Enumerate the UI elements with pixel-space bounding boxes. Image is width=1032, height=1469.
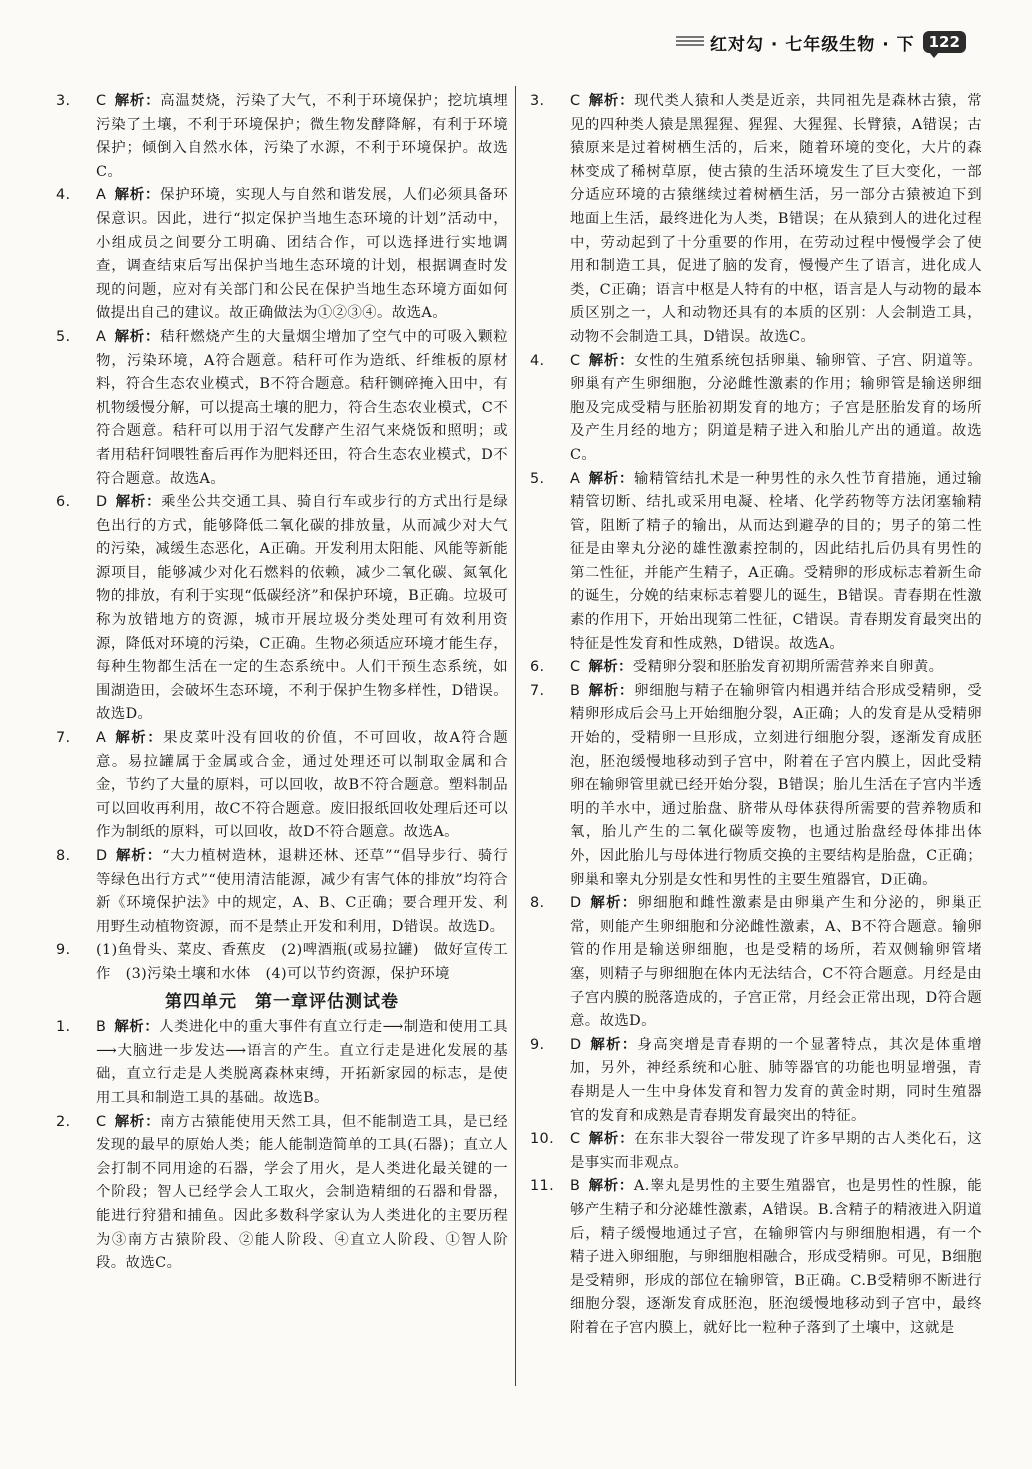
analysis-label: 解析：	[588, 1131, 635, 1148]
item-number: 7.	[56, 730, 71, 747]
analysis-label: 解析：	[588, 470, 635, 487]
item-text: A.睾丸是男性的主要生殖器官，也是男性的性腺，能够产生精子和分泌雄性激素，A错误。B.含精子的精液进入阴道后，精子缓慢地通过子宫，在输卵管内与卵细胞相遇，有一个精子进入卵细胞，与卵细胞相融合，形成受精卵。可见，B细胞是受精卵，形成的部位在输卵管，B正确。C.B受精卵不断进行细胞分裂，逐渐发育成胚泡，胚泡缓慢地移动到子宫中，最终附着在子宫内膜上，就好比一粒种子落到了土壤中，这就是	[570, 1178, 982, 1336]
answer-item	[56, 727, 508, 845]
analysis-label: 解析：	[589, 895, 638, 912]
item-body	[96, 939, 508, 986]
item-answer: C	[570, 1131, 581, 1148]
answer-item	[56, 939, 508, 986]
item-number: 6.	[56, 494, 71, 511]
item-text: 卵细胞和雌性激素是由卵巢产生和分泌的，卵巢正常，则能产生卵细胞和分泌雌性激素，A、B不符合题意。输卵管的作用是输送卵细胞，也是受精的场所，若双侧输卵管堵塞，则精子与卵细胞在体内无法结合，C不符合题意。月经是由子宫内膜的脱落造成的，子宫正常，月经会正常出现，D符合题意。故选D。	[570, 895, 982, 1030]
answer-item	[56, 326, 508, 491]
item-answer: C	[570, 659, 581, 676]
item-text: “大力植树造林，退耕还林、还草”“倡导步行、骑行等绿色出行方式”“使用清洁能源，减少有害气体的排放”均符合新《环境保护法》中的规定，A、B、C正确；要合理开发、利用野生动植物资源，而不是禁止开发和利用，D错误。故选D。	[96, 848, 508, 935]
item-answer: D	[570, 1036, 582, 1053]
analysis-label: 解析：	[115, 494, 162, 511]
header-title: 红对勾 · 七年级生物 · 下	[710, 34, 915, 55]
answer-item	[56, 845, 508, 939]
item-text: 南方古猿能使用天然工具，但不能制造工具，是已经发现的最早的原始人类；能人能制造简单的工具(石器)；直立人会打制不同用途的石器，学会了用火，是人类进化最关键的一个阶段；智人已经学会人工取火，会制造精细的石器和骨器，能进行狩猎和捕鱼。因此多数科学家认为人类进化的主要历程为③南方古猿阶段、②能人阶段、④直立人阶段、①智人阶段。故选C。	[96, 1113, 509, 1272]
item-text: 身高突增是青春期的一个显著特点，其次是体重增加，另外，神经系统和心脏、肺等器官的功能也明显增强，青春期是人一生中身体发育和智力发育的黄金时期，同时生殖器官的发育和成熟是青春期发育最突出的特征。	[570, 1036, 982, 1124]
analysis-label: 解析：	[588, 682, 635, 699]
item-number: 9.	[530, 1036, 545, 1053]
answer-item	[56, 1016, 508, 1110]
analysis-label: 解析：	[115, 848, 163, 864]
item-body	[96, 1016, 508, 1110]
item-number: 4.	[56, 187, 71, 204]
item-body	[570, 1175, 982, 1340]
item-body	[570, 350, 982, 468]
item-number: 11.	[530, 1178, 555, 1195]
answer-item	[530, 350, 982, 468]
item-text: 乘坐公共交通工具、骑自行车或步行的方式出行是绿色出行的方式，能够降低二氧化碳的排放量，从而减少对大气的污染，减缓生态恶化，A正确。开发利用太阳能、风能等新能源项目，能够减少对化石燃料的依赖，减少二氧化碳、氮氧化物的排放，有利于实现“低碳经济”和保护环境，B正确。垃圾可称为放错地方的资源，城市开展垃圾分类处理可有效利用资源，降低对环境的污染，C正确。生物必须适应环境才能生存，每种生物都生活在一定的生态系统中。人们干预生态系统，如围湖造田，会破坏生态环境，不利于保护生物多样性，D错误。故选D。	[96, 494, 509, 723]
item-answer: A	[96, 730, 107, 747]
item-body	[570, 656, 982, 680]
item-answer: C	[96, 93, 107, 109]
item-body	[570, 1128, 982, 1175]
column-divider	[515, 86, 516, 1386]
item-number: 3.	[530, 93, 545, 109]
answer-item	[530, 656, 982, 680]
item-answer: B	[570, 682, 581, 699]
item-body	[570, 90, 982, 350]
analysis-label: 解析：	[589, 1036, 638, 1053]
item-body	[96, 90, 508, 184]
item-answer: A	[96, 187, 107, 204]
header-lines-icon	[676, 36, 704, 48]
item-text: 受精卵分裂和胚胎发育初期所需营养来自卵黄。	[632, 659, 944, 676]
item-number: 8.	[530, 895, 545, 912]
item-body	[570, 468, 982, 657]
item-number: 2.	[56, 1113, 71, 1130]
section-title: 第四单元 第一章评估测试卷	[165, 991, 399, 1012]
item-number: 7.	[530, 682, 545, 699]
item-number: 9.	[56, 942, 71, 959]
answer-item	[530, 90, 982, 350]
item-answer: D	[570, 895, 582, 912]
answer-item	[56, 90, 508, 184]
answer-item	[56, 1111, 508, 1276]
item-body	[96, 184, 508, 326]
answer-item	[56, 491, 508, 727]
analysis-label: 解析：	[114, 730, 164, 747]
item-body	[96, 845, 508, 939]
item-text: 输精管结扎术是一种男性的永久性节育措施，通过输精管切断、结扎或采用电凝、栓堵、化学药物等方法闭塞输精管，阻断了精子的输出，从而达到避孕的目的；男子的第二性征是由睾丸分泌的雄性激素控制的，因此结扎后仍具有男性的第二性征，并能产生精子，A正确。受精卵的形成标志着新生命的诞生，分娩的结束标志着婴儿的诞生，B错误。青春期在性激素的作用下，开始出现第二性征，C错误。青春期发育最突出的特征是性发育和性成熟，D错误。故选A。	[570, 470, 983, 652]
analysis-label: 解析：	[588, 93, 635, 109]
item-text: 高温焚烧，污染了大气，不利于环境保护；挖坑填埋污染了土壤，不利于环境保护；微生物发酵降解，有利于环境保护；倾倒入自然水体，污染了水源，不利于环境保护。故选C。	[96, 93, 509, 180]
item-text: 人类进化中的重大事件有直立行走⟶制造和使用工具⟶大脑进一步发达⟶语言的产生。直立行走是进化发展的基础，直立行走是人类脱离森林束缚，开拓新家园的标志，是使用工具和制造工具的基础。故选B。	[96, 1019, 508, 1106]
answer-item	[530, 1128, 982, 1175]
analysis-label: 解析：	[114, 93, 161, 109]
item-number: 8.	[56, 848, 71, 864]
answer-item	[530, 892, 982, 1034]
left-column	[56, 90, 508, 1276]
analysis-label: 解析：	[114, 1019, 160, 1036]
item-text: 现代类人猿和人类是近亲，共同祖先是森林古猿，常见的四种类人猿是黑猩猩、猩猩、大猩猩、长臂猿，A错误；古猿原来是过着树栖生活的，后来，随着环境的变化，大片的森林变成了稀树草原，使古猿的生活环境发生了巨大变化，一部分适应环境的古猿继续过着树栖生活，另一部分古猿被迫下到地面上生活，最终进化为人类，B错误；在从猿到人的进化过程中，劳动起到了十分重要的作用，在劳动过程中慢慢学会了使用和制造工具，促进了脑的发育，慢慢产生了语言，进化成人类，C正确；语言中枢是人特有的中枢，语言是人与动物的最本质区别之一，人和动物还具有的本质的区别：人会制造工具，动物不会制造工具，D错误。故选C。	[570, 93, 983, 345]
analysis-label: 解析：	[114, 187, 161, 204]
answer-item	[530, 680, 982, 892]
analysis-label: 解析：	[588, 352, 635, 369]
item-answer: B	[96, 1019, 107, 1036]
item-body	[96, 1111, 508, 1276]
item-answer: D	[96, 848, 108, 864]
item-body	[96, 727, 508, 845]
item-answer: A	[96, 328, 107, 345]
item-body	[96, 326, 508, 491]
item-body	[570, 892, 982, 1034]
analysis-label: 解析：	[588, 659, 633, 676]
item-text: 卵细胞与精子在输卵管内相遇并结合形成受精卵，受精卵形成后会马上开始细胞分裂，A正确；人的发育是从受精卵开始的，受精卵一旦形成，立刻进行细胞分裂，逐渐发育成胚泡，胚泡缓慢地移动到子宫中，附着在子宫内膜上，因此受精卵在输卵管里就已经开始分裂，B错误；胎儿生活在子宫内半透明的羊水中，通过胎盘、脐带从母体获得所需要的营养物质和氧，胎儿产生的二氧化碳等废物，也通过胎盘经母体排出体外，因此胎儿与母体进行物质交换的主要结构是胎盘，C正确；卵巢和睾丸分别是女性和男性的主要生殖器官，D正确。	[570, 682, 982, 888]
analysis-label: 解析：	[114, 1113, 161, 1130]
item-number: 4.	[530, 352, 545, 369]
item-text: 果皮菜叶没有回收的价值，不可回收，故A符合题意。易拉罐属于金属或合金，通过处理还可以制取金属和合金，节约了大量的原料，可以回收，故B不符合题意。塑料制品可以回收再利用，故C不符合题意。废旧报纸回收处理后还可以作为制纸的原料，可以回收，故D不符合题意。故选A。	[96, 730, 509, 841]
page-header	[676, 26, 976, 58]
analysis-label: 解析：	[114, 328, 161, 345]
item-number: 10.	[530, 1131, 555, 1148]
item-answer: C	[570, 352, 581, 369]
item-answer: A	[570, 470, 581, 487]
item-text: 保护环境，实现人与自然和谐发展，人们必须具备环保意识。因此，进行“拟定保护当地生态环境的计划”活动中，小组成员之间要分工明确、团结合作，可以选择进行实地调查，调查结束后写出保护当地生态环境的计划，根据调查时发现的问题，应对有关部门和公民在保护当地生态环境方面如何做提出自己的建议。故正确做法为①②③④。故选A。	[96, 187, 509, 322]
item-number: 3.	[56, 93, 71, 109]
item-answer: C	[96, 1113, 107, 1130]
item-answer: D	[96, 494, 108, 511]
item-number: 6.	[530, 659, 545, 676]
item-answer: C	[570, 93, 581, 109]
answer-item	[530, 468, 982, 657]
item-text: 女性的生殖系统包括卵巢、输卵管、子宫、阴道等。卵巢有产生卵细胞，分泌雌性激素的作用；输卵管是输送卵细胞及完成受精与胚胎初期发育的地方；子宫是胚胎发育的场所及产生月经的地方；阴道是精子进入和胎儿产出的通道。故选C。	[570, 352, 983, 463]
answer-item	[530, 1034, 982, 1128]
item-text: 在东非大裂谷一带发现了许多早期的古人类化石，这是事实而非观点。	[570, 1131, 983, 1171]
analysis-label: 解析：	[588, 1178, 634, 1195]
item-body	[570, 680, 982, 892]
item-body	[96, 491, 508, 727]
item-number: 1.	[56, 1019, 71, 1036]
right-column	[530, 90, 982, 1340]
answer-item	[56, 184, 508, 326]
item-number: 5.	[56, 328, 71, 345]
item-number: 5.	[530, 470, 545, 487]
item-text: 秸秆燃烧产生的大量烟尘增加了空气中的可吸入颗粒物，污染环境，A符合题意。秸秆可作为造纸、纤维板的原材料，符合生态农业模式，B不符合题意。秸秆铡碎掩入田中，有机物缓慢分解，可以提高土壤的肥力，符合生态农业模式，C不符合题意。秸秆可以用于沼气发酵产生沼气来烧饭和照明；或者用秸秆饲喂牲畜后再作为肥料还田，符合生态农业模式，D不符合题意。故选A。	[96, 328, 509, 487]
item-body	[570, 1034, 982, 1128]
answer-item	[530, 1175, 982, 1340]
item-answer: B	[570, 1178, 581, 1195]
item-text: (1)鱼骨头、菜皮、香蕉皮 (2)啤酒瓶(或易拉罐) 做好宣传工作 (3)污染土壤和水体 (4)可以节约资源，保护环境	[96, 942, 508, 982]
page-number: 122	[923, 31, 966, 53]
